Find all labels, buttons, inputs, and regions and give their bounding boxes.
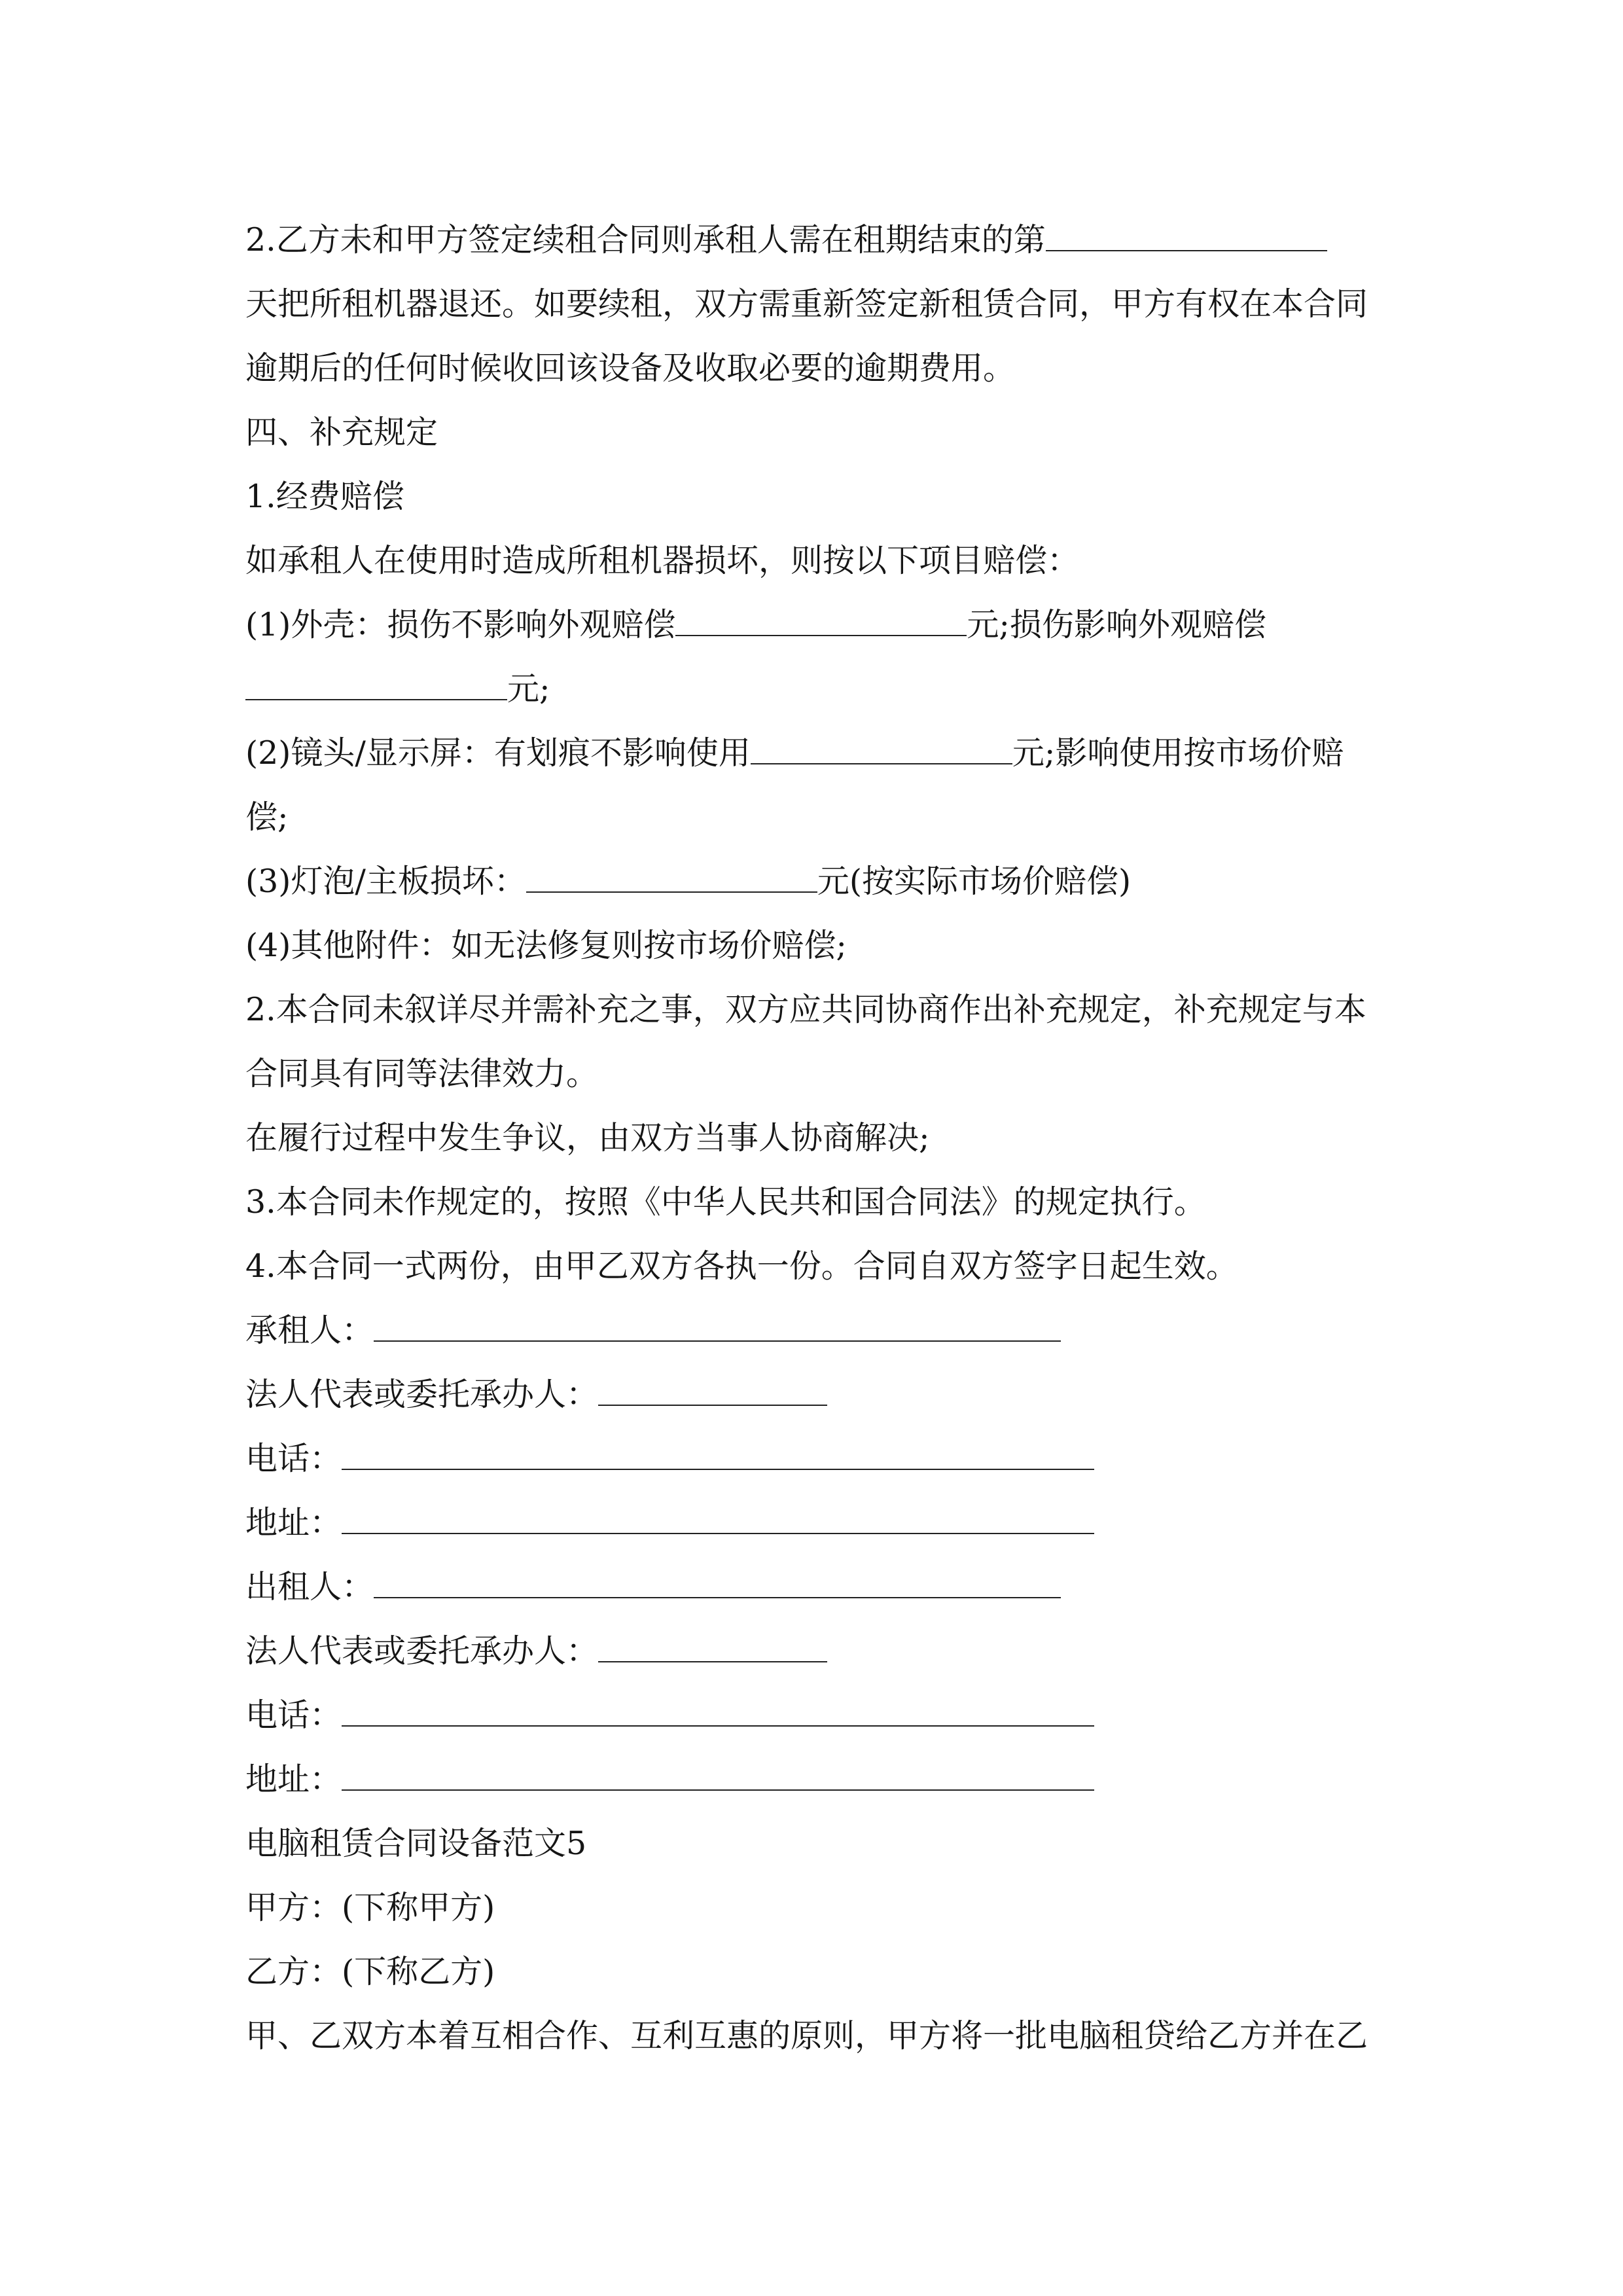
signature-phone-row-1 bbox=[245, 1415, 1384, 1479]
address-label: 地址： bbox=[245, 1504, 342, 1541]
phone-label: 电话： bbox=[245, 1696, 342, 1734]
signature-rep-row-2 bbox=[245, 1607, 1384, 1672]
clause-text: 元;影响使用按市场价赔 bbox=[1012, 734, 1344, 772]
compensation-intro bbox=[245, 517, 1384, 581]
clause-text: 元(按实际市场价赔偿) bbox=[817, 863, 1132, 900]
clause-dispute bbox=[245, 1094, 1384, 1158]
signature-lessor-row bbox=[245, 1543, 1384, 1607]
next-section-title: 电脑租赁合同设备范文5 bbox=[245, 1825, 587, 1862]
clause-text: 逾期后的任何时候收回该设备及收取必要的逾期费用。 bbox=[245, 350, 1016, 387]
signature-address-row-2 bbox=[245, 1736, 1384, 1800]
lessee-label: 承租人： bbox=[245, 1312, 374, 1349]
compensation-item-screen-cont bbox=[245, 774, 1384, 838]
fill-in-blank-shell-minor[interactable] bbox=[675, 631, 967, 636]
clause-text: 元; bbox=[507, 670, 550, 708]
signature-rep-row-1 bbox=[245, 1351, 1384, 1415]
compensation-item-shell-cont bbox=[245, 645, 1384, 709]
section-heading-supplement bbox=[245, 389, 1384, 453]
clause-text: 4.本合同一式两份，由甲乙双方各执一份。合同自双方签字日起生效。 bbox=[245, 1247, 1238, 1285]
subsection-heading-compensation bbox=[245, 453, 1384, 517]
lessee-phone-field[interactable] bbox=[342, 1465, 1094, 1470]
section-heading: 四、补充规定 bbox=[245, 414, 438, 451]
party-b-row bbox=[245, 1928, 1384, 1992]
clause-law bbox=[245, 1158, 1384, 1223]
compensation-item-screen bbox=[245, 709, 1384, 774]
document-body bbox=[245, 196, 1384, 2056]
fill-in-blank-screen[interactable] bbox=[751, 759, 1012, 764]
clause-text: (1)外壳：损伤不影响外观赔偿 bbox=[245, 606, 676, 643]
clause-text: 2.乙方未和甲方签定续租合同则承租人需在租期结束的第 bbox=[245, 221, 1046, 259]
next-section-title-row bbox=[245, 1800, 1384, 1864]
signature-lessee-row bbox=[245, 1287, 1384, 1351]
clause-text: (4)其他附件：如无法修复则按市场价赔偿; bbox=[245, 927, 847, 964]
clause-text: 2.本合同未叙详尽并需补充之事，双方应共同协商作出补充规定，补充规定与本 bbox=[245, 991, 1366, 1028]
address-label: 地址： bbox=[245, 1761, 342, 1798]
clause-text: (2)镜头/显示屏：有划痕不影响使用 bbox=[245, 734, 751, 772]
compensation-item-bulb bbox=[245, 838, 1384, 902]
party-a-text: 甲方：(下称甲方) bbox=[245, 1889, 495, 1926]
rep-label: 法人代表或委托承办人： bbox=[245, 1376, 599, 1413]
lessor-phone-field[interactable] bbox=[342, 1721, 1094, 1727]
party-b-text: 乙方：(下称乙方) bbox=[245, 1953, 495, 1990]
lessee-address-field[interactable] bbox=[342, 1529, 1094, 1534]
phone-label: 电话： bbox=[245, 1440, 342, 1477]
subsection-heading: 1.经费赔偿 bbox=[245, 478, 404, 515]
intro-text: 甲、乙双方本着互相合作、互利互惠的原则，甲方将一批电脑租贷给乙方并在乙 bbox=[245, 2017, 1368, 2054]
clause-return-line-1 bbox=[245, 196, 1384, 260]
clause-return-line-3 bbox=[245, 325, 1384, 389]
clause-copies bbox=[245, 1223, 1384, 1287]
lessee-field[interactable] bbox=[374, 1336, 1061, 1342]
clause-text: 合同具有同等法律效力。 bbox=[245, 1055, 599, 1092]
clause-supplement-line-1 bbox=[245, 966, 1384, 1030]
compensation-item-accessories bbox=[245, 902, 1384, 966]
clause-return-line-2 bbox=[245, 260, 1384, 325]
clause-text: 偿; bbox=[245, 798, 289, 836]
signature-phone-row-2 bbox=[245, 1672, 1384, 1736]
rep-label: 法人代表或委托承办人： bbox=[245, 1632, 599, 1670]
clause-text: 在履行过程中发生争议，由双方当事人协商解决; bbox=[245, 1119, 930, 1157]
clause-text: 元;损伤影响外观赔偿 bbox=[967, 606, 1266, 643]
lessor-rep-field[interactable] bbox=[598, 1657, 827, 1662]
fill-in-blank-days[interactable] bbox=[1046, 246, 1327, 251]
intro-row bbox=[245, 1992, 1384, 2056]
lessor-address-field[interactable] bbox=[342, 1785, 1094, 1791]
signature-address-row-1 bbox=[245, 1479, 1384, 1543]
lessor-field[interactable] bbox=[374, 1593, 1061, 1598]
lessee-rep-field[interactable] bbox=[598, 1401, 827, 1406]
clause-text: 3.本合同未作规定的，按照《中华人民共和国合同法》的规定执行。 bbox=[245, 1183, 1206, 1221]
compensation-item-shell bbox=[245, 581, 1384, 645]
clause-text: 如承租人在使用时造成所租机器损坏，则按以下项目赔偿： bbox=[245, 542, 1080, 579]
clause-supplement-line-2 bbox=[245, 1030, 1384, 1094]
clause-text: 天把所租机器退还。如要续租，双方需重新签定新租赁合同，甲方有权在本合同 bbox=[245, 285, 1368, 323]
lessor-label: 出租人： bbox=[245, 1568, 374, 1605]
clause-text: (3)灯泡/主板损坏： bbox=[245, 863, 526, 900]
fill-in-blank-shell-major[interactable] bbox=[245, 695, 507, 700]
fill-in-blank-bulb[interactable] bbox=[526, 888, 817, 893]
party-a-row bbox=[245, 1864, 1384, 1928]
